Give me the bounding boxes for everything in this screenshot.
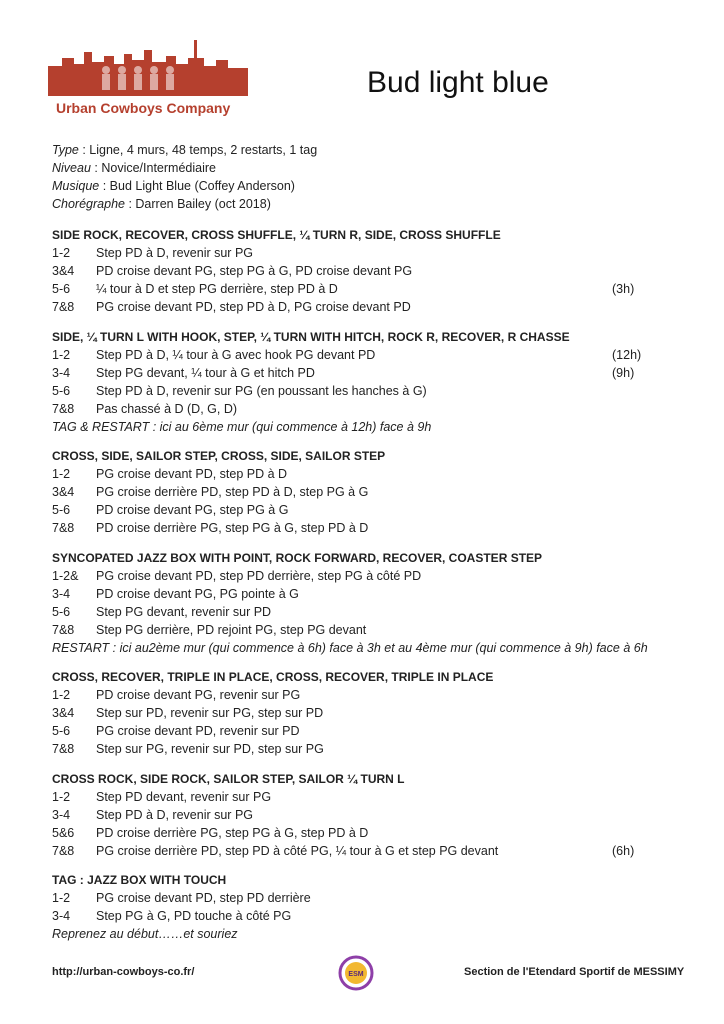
wall-direction (612, 465, 652, 483)
step-description: PD croise devant PG, revenir sur PG (96, 688, 301, 702)
step-row (52, 788, 652, 806)
step-description: ¼ tour à D et step PG derrière, step PD à D (96, 282, 338, 296)
step-row (52, 346, 652, 364)
wall-direction (612, 501, 652, 519)
section-note: Reprenez au début……et souriez (52, 927, 238, 941)
step-row (52, 907, 652, 925)
section-title: SIDE ROCK, RECOVER, CROSS SHUFFLE, ¼ TURN R, SIDE, CROSS SHUFFLE (52, 228, 501, 242)
wall-direction: (3h) (612, 282, 635, 296)
step-description: Step PD à D, revenir sur PG (96, 807, 254, 822)
wall-direction (612, 722, 652, 740)
section-note: TAG & RESTART : ici au 6ème mur (qui commence à 12h) face à 9h (52, 419, 432, 434)
step-count: 5-6 (52, 282, 71, 296)
page-title: Bud light blue (367, 66, 549, 99)
wall-direction (612, 603, 652, 621)
step-row (52, 364, 652, 382)
step-count: 1-2 (52, 467, 71, 481)
wall-direction (612, 621, 652, 639)
step-row (52, 262, 652, 280)
wall-direction (612, 400, 652, 418)
step-row (52, 740, 652, 758)
step-description: PD croise derrière PG, step PG à G, step PD à D (96, 825, 369, 840)
step-row (52, 585, 652, 603)
wall-direction (612, 824, 652, 842)
step-description: PG croise devant PD, step PD derrière (96, 891, 311, 905)
level-line: Niveau : Novice/Intermédiaire (52, 161, 216, 175)
section-title: SIDE, ¼ TURN L WITH HOOK, STEP, ¼ TURN WITH HITCH, ROCK R, RECOVER, R CHASSE (52, 329, 570, 344)
wall-direction (612, 740, 652, 758)
step-description: Step PG derrière, PD rejoint PG, step PG devant (96, 622, 367, 637)
step-description: PG croise devant PD, step PD derrière, step PG à côté PD (96, 568, 422, 583)
step-count: 1-2 (52, 891, 71, 905)
step-description: Step PD devant, revenir sur PG (96, 789, 272, 804)
step-count: 7&8 (52, 401, 75, 416)
step-row (52, 842, 652, 860)
step-row (52, 889, 652, 907)
step-row (52, 567, 652, 585)
step-count: 1-2 (52, 347, 71, 362)
step-count: 5-6 (52, 604, 71, 619)
step-row (52, 603, 652, 621)
section-title: CROSS, SIDE, SAILOR STEP, CROSS, SIDE, SAILOR STEP (52, 449, 386, 463)
music-line: Musique : Bud Light Blue (Coffey Anderson) (52, 179, 295, 193)
wall-direction (612, 806, 652, 824)
step-row (52, 483, 652, 501)
section-title: CROSS ROCK, SIDE ROCK, SAILOR STEP, SAILOR ¼ TURN L (52, 771, 405, 786)
step-section (52, 328, 652, 436)
section-title: SYNCOPATED JAZZ BOX WITH POINT, ROCK FORWARD, RECOVER, COASTER STEP (52, 550, 543, 565)
section-title: CROSS, RECOVER, TRIPLE IN PLACE, CROSS, RECOVER, TRIPLE IN PLACE (52, 670, 494, 684)
step-description: PD croise devant PG, step PG à G, PD croise devant PG (96, 264, 413, 278)
wall-direction: (6h) (612, 843, 635, 858)
type-line: Type : Ligne, 4 murs, 48 temps, 2 restarts, 1 tag (52, 143, 318, 157)
wall-direction: (9h) (612, 365, 635, 380)
wall-direction (612, 519, 652, 537)
step-description: Step PG devant, revenir sur PD (96, 604, 272, 619)
step-row (52, 400, 652, 418)
step-count: 3-4 (52, 586, 71, 601)
step-section (52, 871, 652, 943)
step-description: PG croise derrière PD, step PD à D, step PG à G (96, 485, 369, 499)
wall-direction (612, 483, 652, 501)
wall-direction (612, 382, 652, 400)
wall-direction (612, 889, 652, 907)
wall-direction (612, 686, 652, 704)
section-note: RESTART : ici au2ème mur (qui commence à 6h) face à 3h et au 4ème mur (qui commence à 9h) face à 6h (52, 640, 648, 655)
step-count: 3-4 (52, 807, 71, 822)
step-row (52, 704, 652, 722)
step-count: 1-2 (52, 789, 71, 804)
step-count: 5-6 (52, 503, 71, 517)
step-count: 5&6 (52, 825, 75, 840)
step-section (52, 770, 652, 860)
footer-url: http://urban-cowboys-co.fr/ (52, 966, 195, 978)
step-count: 7&8 (52, 521, 75, 535)
choreographer-line: Chorégraphe : Darren Bailey (oct 2018) (52, 197, 271, 211)
step-row (52, 621, 652, 639)
step-description: PD croise devant PG, step PG à G (96, 503, 289, 517)
step-description: Step PD à D, ¼ tour à G avec hook PG devant PD (96, 347, 376, 362)
step-description: PG croise devant PD, revenir sur PD (96, 724, 300, 738)
step-count: 3&4 (52, 706, 75, 720)
step-row (52, 501, 652, 519)
step-section (52, 447, 652, 537)
step-count: 3&4 (52, 264, 75, 278)
footer-section: Section de l'Etendard Sportif de MESSIMY (464, 966, 685, 978)
wall-direction (612, 244, 652, 262)
wall-direction (612, 567, 652, 585)
step-description: Step PD à D, revenir sur PG (en poussant les hanches à G) (96, 383, 427, 398)
wall-direction (612, 585, 652, 603)
step-count: 1-2 (52, 688, 71, 702)
step-description: Step PD à D, revenir sur PG (96, 246, 254, 260)
step-row (52, 244, 652, 262)
step-section (52, 226, 652, 316)
step-description: PD croise devant PG, PG pointe à G (96, 586, 299, 601)
company-logo (48, 40, 248, 116)
step-row (52, 686, 652, 704)
cowboys-skyline-icon (48, 40, 248, 96)
step-description: PD croise derrière PG, step PG à G, step PD à D (96, 521, 369, 535)
step-row (52, 824, 652, 842)
step-count: 7&8 (52, 300, 75, 314)
step-row (52, 298, 652, 316)
wall-direction (612, 788, 652, 806)
step-row (52, 722, 652, 740)
step-row (52, 806, 652, 824)
step-count: 3-4 (52, 909, 71, 923)
wall-direction (612, 262, 652, 280)
step-count: 5-6 (52, 383, 71, 398)
wall-direction (612, 907, 652, 925)
esm-badge-icon (338, 955, 374, 991)
step-description: PG croise derrière PD, step PD à côté PG, ¼ tour à G et step PG devant (96, 843, 499, 858)
step-description: PG croise devant PD, step PD à D, PG croise devant PD (96, 300, 411, 314)
step-count: 1-2& (52, 568, 79, 583)
step-row (52, 280, 652, 298)
step-sections (52, 226, 652, 955)
step-count: 3&4 (52, 485, 75, 499)
step-description: Step PG à G, PD touche à côté PG (96, 909, 292, 923)
step-section (52, 668, 652, 758)
step-section (52, 549, 652, 657)
wall-direction (612, 704, 652, 722)
step-description: Step PG devant, ¼ tour à G et hitch PD (96, 365, 315, 380)
step-description: Pas chassé à D (D, G, D) (96, 401, 238, 416)
step-count: 7&8 (52, 843, 75, 858)
step-count: 3-4 (52, 365, 71, 380)
step-count: 5-6 (52, 724, 71, 738)
step-description: Step sur PG, revenir sur PD, step sur PG (96, 742, 324, 756)
step-description: Step sur PD, revenir sur PG, step sur PD (96, 706, 324, 720)
dance-info (52, 141, 317, 213)
step-description: PG croise devant PD, step PD à D (96, 467, 288, 481)
step-count: 7&8 (52, 622, 75, 637)
step-row (52, 465, 652, 483)
step-count: 1-2 (52, 246, 71, 260)
esm-badge-text: ESM (348, 971, 364, 978)
wall-direction: (12h) (612, 347, 642, 362)
section-title: TAG : JAZZ BOX WITH TOUCH (52, 873, 227, 887)
wall-direction (612, 298, 652, 316)
step-row (52, 382, 652, 400)
step-count: 7&8 (52, 742, 75, 756)
step-row (52, 519, 652, 537)
company-name: Urban Cowboys Company (56, 100, 231, 116)
